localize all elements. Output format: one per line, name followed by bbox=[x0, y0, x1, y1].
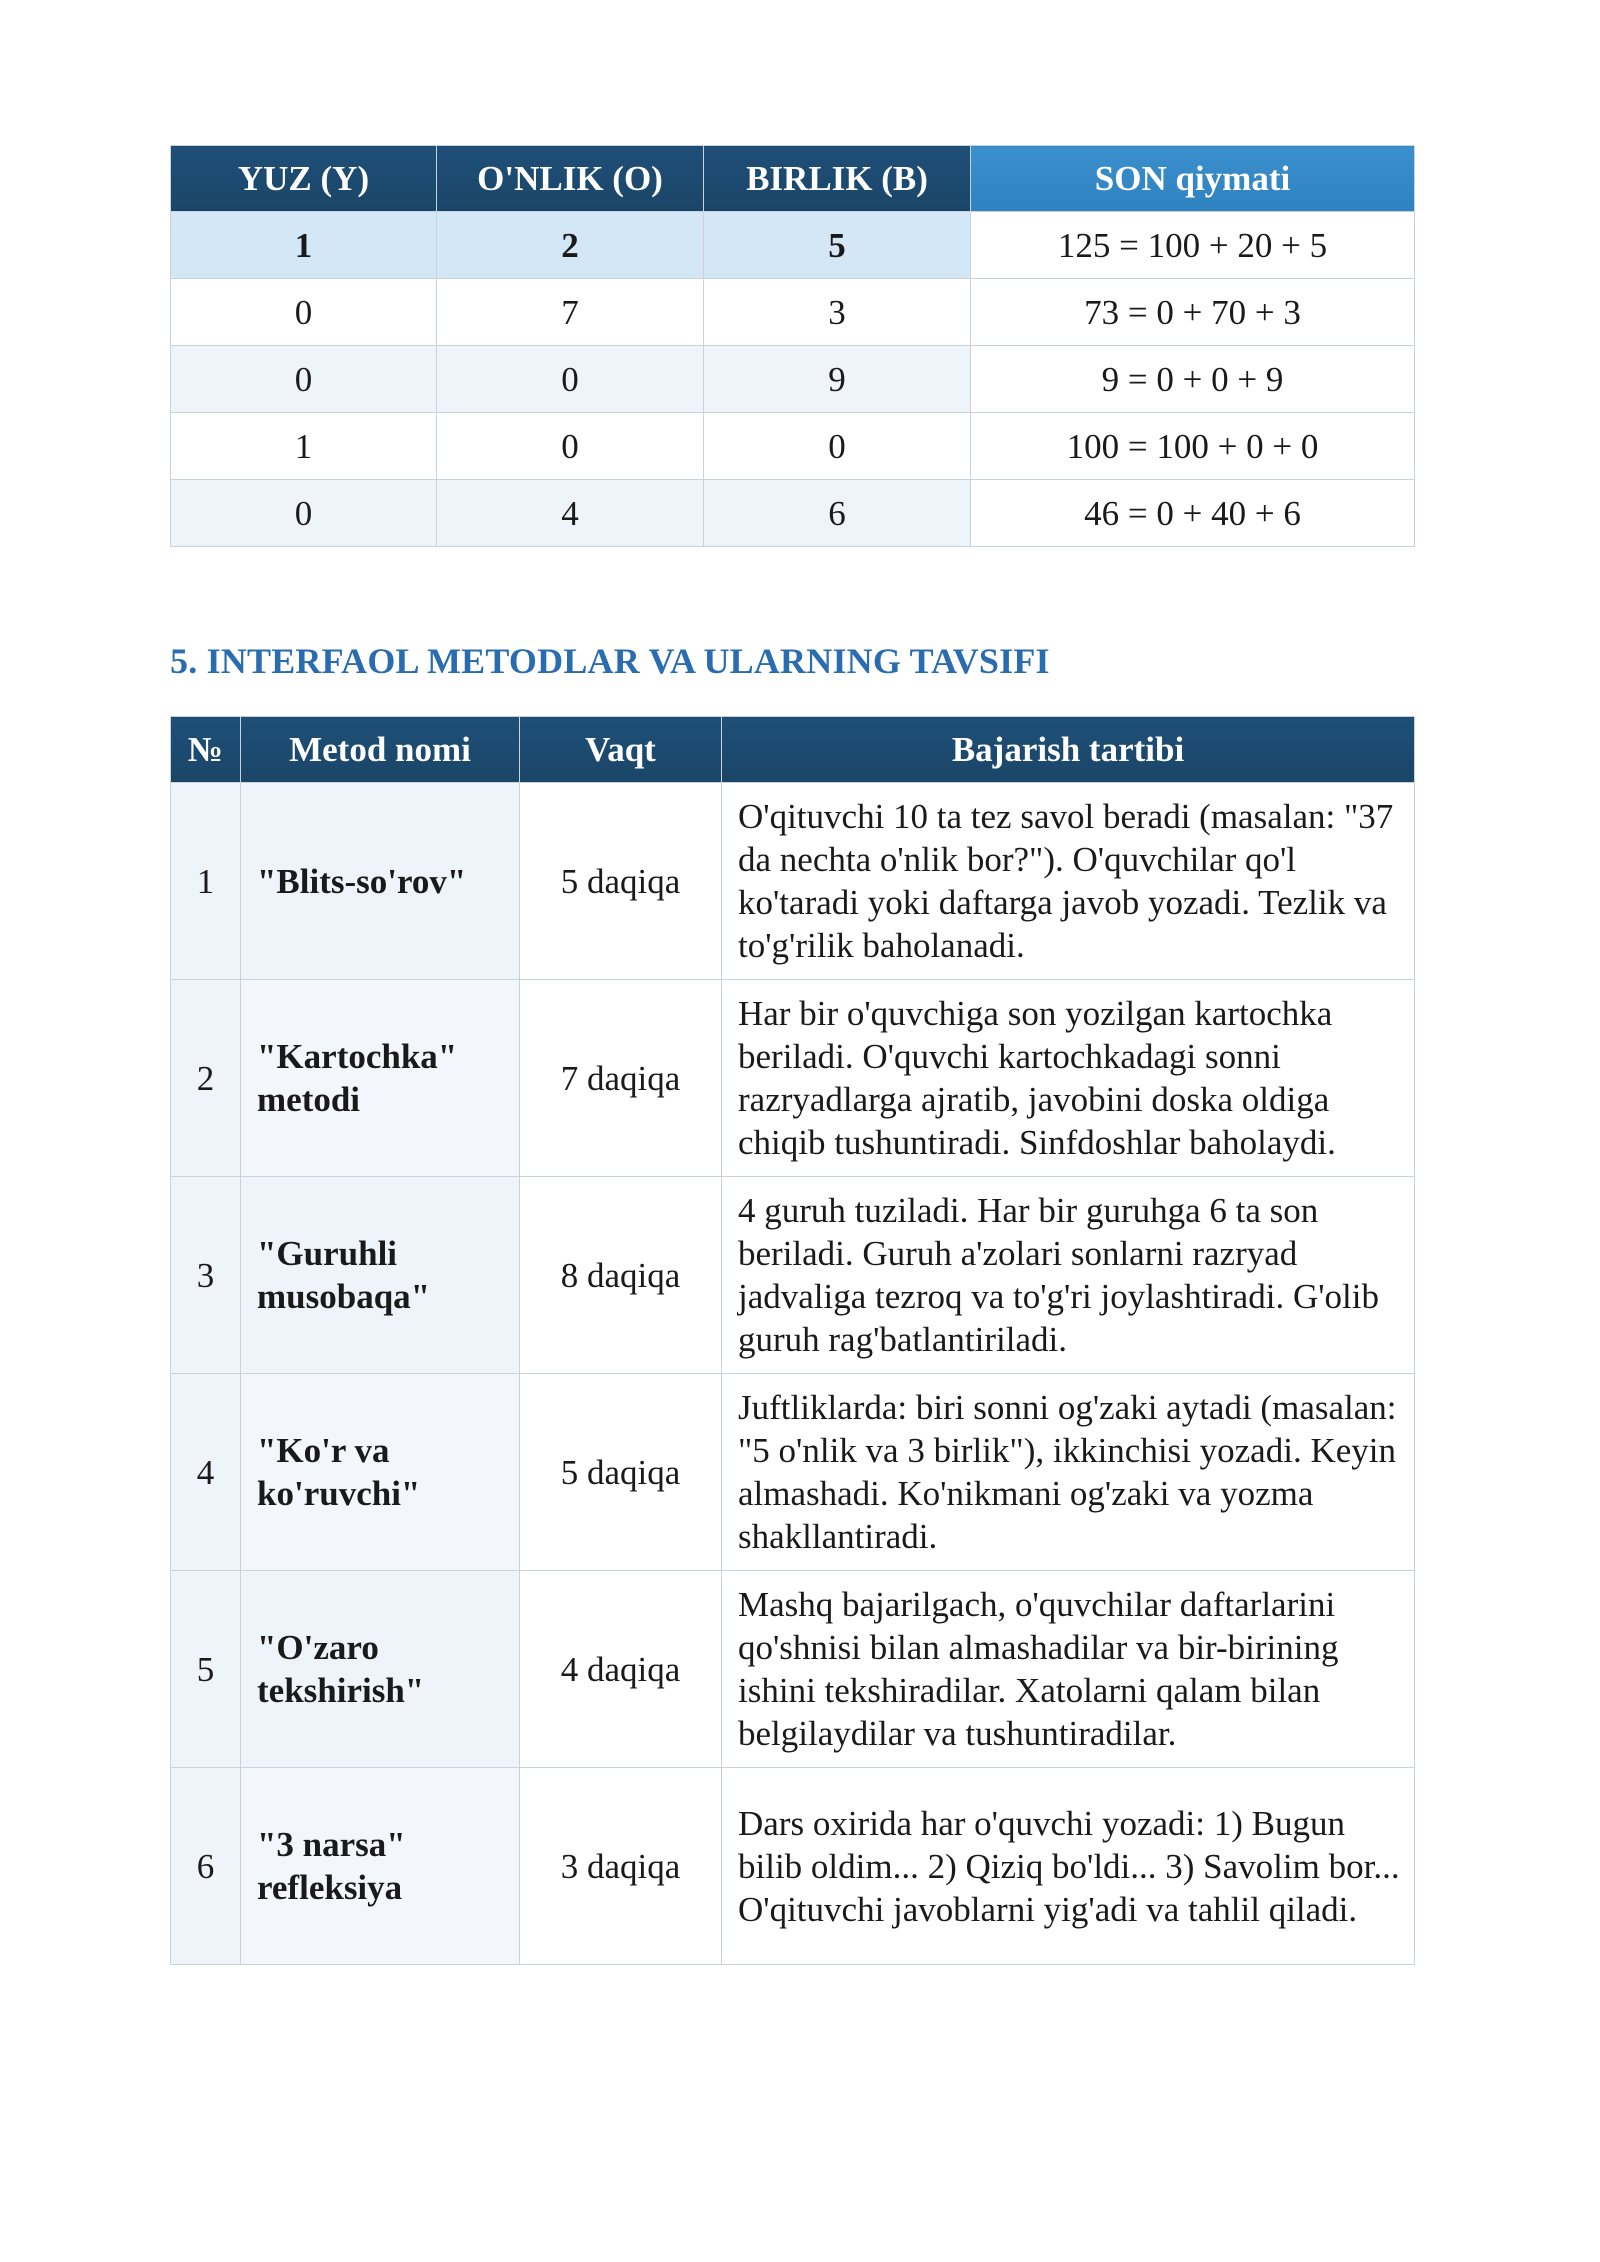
cell-method-name: "3 narsa" refleksiya bbox=[241, 1768, 520, 1965]
cell-units: 3 bbox=[704, 279, 971, 346]
cell-time: 3 daqiqa bbox=[520, 1768, 722, 1965]
cell-hundreds: 1 bbox=[171, 413, 437, 480]
cell-value: 73 = 0 + 70 + 3 bbox=[971, 279, 1415, 346]
table-row bbox=[171, 1177, 1415, 1374]
cell-procedure: Mashq bajarilgach, o'quvchilar daftarlarini qo'shnisi bilan almashadilar va bir-birining ishini tekshiradilar. Xatolarni qalam bilan belgilaydilar va tushuntiradilar. bbox=[722, 1571, 1415, 1768]
table-row bbox=[171, 346, 1415, 413]
cell-hundreds: 0 bbox=[171, 480, 437, 547]
cell-procedure: O'qituvchi 10 ta tez savol beradi (masalan: "37 da nechta o'nlik bor?"). O'quvchilar qo'l ko'taradi yoki daftarga javob yozadi. Tezlik va to'g'rilik baholanadi. bbox=[722, 783, 1415, 980]
cell-number: 2 bbox=[171, 980, 241, 1177]
header-time: Vaqt bbox=[520, 717, 722, 783]
cell-hundreds: 0 bbox=[171, 279, 437, 346]
cell-method-name: "O'zaro tekshirish" bbox=[241, 1571, 520, 1768]
cell-procedure: Har bir o'quvchiga son yozilgan kartochka beriladi. O'quvchi kartochkadagi sonni razryadlarga ajratib, javobini doska oldiga chiqib tushuntiradi. Sinfdoshlar baholaydi. bbox=[722, 980, 1415, 1177]
cell-tens: 2 bbox=[437, 212, 704, 279]
cell-procedure: Dars oxirida har o'quvchi yozadi: 1) Bugun bilib oldim... 2) Qiziq bo'ldi... 3) Savolim bor... O'qituvchi javoblarni yig'adi va tahlil qiladi. bbox=[722, 1768, 1415, 1965]
header-hundreds: YUZ (Y) bbox=[171, 146, 437, 212]
place-value-table bbox=[170, 145, 1415, 547]
cell-value: 9 = 0 + 0 + 9 bbox=[971, 346, 1415, 413]
cell-tens: 7 bbox=[437, 279, 704, 346]
table-row bbox=[171, 413, 1415, 480]
methods-table bbox=[170, 716, 1415, 1965]
cell-units: 0 bbox=[704, 413, 971, 480]
cell-time: 7 daqiqa bbox=[520, 980, 722, 1177]
table-row bbox=[171, 212, 1415, 279]
table-row bbox=[171, 980, 1415, 1177]
table-row bbox=[171, 1571, 1415, 1768]
header-tens: O'NLIK (O) bbox=[437, 146, 704, 212]
cell-time: 8 daqiqa bbox=[520, 1177, 722, 1374]
cell-method-name: "Guruhli musobaqa" bbox=[241, 1177, 520, 1374]
cell-value: 100 = 100 + 0 + 0 bbox=[971, 413, 1415, 480]
header-units: BIRLIK (B) bbox=[704, 146, 971, 212]
table-row bbox=[171, 783, 1415, 980]
cell-tens: 4 bbox=[437, 480, 704, 547]
cell-units: 9 bbox=[704, 346, 971, 413]
cell-hundreds: 0 bbox=[171, 346, 437, 413]
cell-method-name: "Blits-so'rov" bbox=[241, 783, 520, 980]
cell-tens: 0 bbox=[437, 413, 704, 480]
cell-method-name: "Kartochka" metodi bbox=[241, 980, 520, 1177]
header-method-name: Metod nomi bbox=[241, 717, 520, 783]
table-row bbox=[171, 279, 1415, 346]
section-title: 5. INTERFAOL METODLAR VA ULARNING TAVSIFI bbox=[170, 641, 1050, 681]
cell-number: 3 bbox=[171, 1177, 241, 1374]
cell-time: 5 daqiqa bbox=[520, 1374, 722, 1571]
cell-number: 4 bbox=[171, 1374, 241, 1571]
cell-time: 5 daqiqa bbox=[520, 783, 722, 980]
place-table-header-row bbox=[171, 146, 1415, 212]
cell-hundreds: 1 bbox=[171, 212, 437, 279]
cell-procedure: Juftliklarda: biri sonni og'zaki aytadi (masalan: "5 o'nlik va 3 birlik"), ikkinchisi yozadi. Keyin almashadi. Ko'nikmani og'zaki va yozma shakllantiradi. bbox=[722, 1374, 1415, 1571]
cell-units: 6 bbox=[704, 480, 971, 547]
header-procedure: Bajarish tartibi bbox=[722, 717, 1415, 783]
cell-units: 5 bbox=[704, 212, 971, 279]
cell-method-name: "Ko'r va ko'ruvchi" bbox=[241, 1374, 520, 1571]
table-row bbox=[171, 1374, 1415, 1571]
header-number: № bbox=[171, 717, 241, 783]
methods-table-header-row bbox=[171, 717, 1415, 783]
cell-procedure: 4 guruh tuziladi. Har bir guruhga 6 ta son beriladi. Guruh a'zolari sonlarni razryad jadvaliga tezroq va to'g'ri joylashtiradi. G'olib guruh rag'batlantiriladi. bbox=[722, 1177, 1415, 1374]
table-row bbox=[171, 480, 1415, 547]
cell-number: 5 bbox=[171, 1571, 241, 1768]
cell-value: 125 = 100 + 20 + 5 bbox=[971, 212, 1415, 279]
cell-tens: 0 bbox=[437, 346, 704, 413]
cell-number: 6 bbox=[171, 1768, 241, 1965]
cell-number: 1 bbox=[171, 783, 241, 980]
cell-value: 46 = 0 + 40 + 6 bbox=[971, 480, 1415, 547]
table-row bbox=[171, 1768, 1415, 1965]
header-number-value: SON qiymati bbox=[971, 146, 1415, 212]
cell-time: 4 daqiqa bbox=[520, 1571, 722, 1768]
